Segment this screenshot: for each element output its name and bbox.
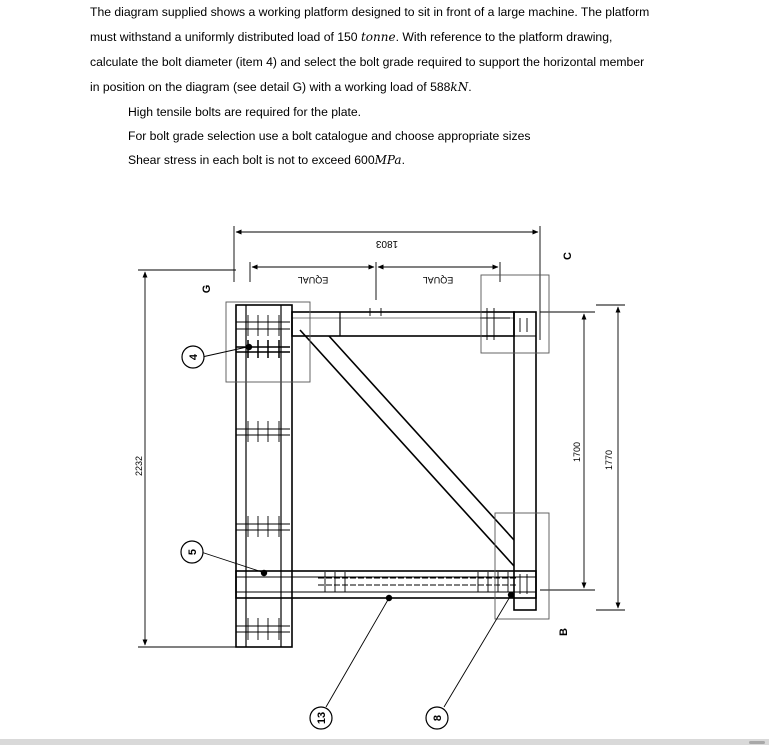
bolt-group-left (236, 315, 290, 640)
unit-mpa: MPa (374, 153, 402, 167)
detail-label-b: B (558, 628, 570, 636)
horizontal-scrollbar[interactable] (0, 739, 769, 745)
balloon-4-label: 4 (188, 353, 200, 361)
detail-label-c: C (562, 252, 574, 260)
right-column (514, 312, 536, 610)
dim-equal-right-label: EQUAL (422, 275, 454, 285)
balloon-4 (182, 346, 204, 368)
dim-1700-label: 1700 (572, 441, 582, 463)
balloon-13 (310, 707, 332, 729)
balloon-13-label: 13 (316, 711, 328, 725)
statement-line-2-a: must withstand a uniformly distributed load of 150 (90, 30, 361, 44)
dimension-1700 (540, 312, 595, 590)
leader-lines (201, 347, 511, 707)
note-bolt-catalogue: For bolt grade selection use a bolt catalogue and choose appropriate sizes (128, 129, 531, 143)
dim-1803-label: 1803 (375, 238, 399, 249)
dim-equal-left-label: EQUAL (297, 275, 329, 285)
balloon-8-label: 8 (432, 714, 444, 722)
detail-label-g: G (201, 284, 213, 294)
diagonal-brace (300, 330, 514, 566)
statement-line-2-b: . With reference to the platform drawing, (395, 30, 613, 44)
note-shear-stress-b: . (401, 153, 405, 167)
left-column (236, 305, 292, 647)
bolt-group-bottom (318, 572, 527, 594)
balloon-8 (426, 707, 448, 729)
statement-line-1: The diagram supplied shows a working platform designed to sit in front of a large machine. The platform (90, 5, 650, 19)
balloon-5-label: 5 (187, 548, 199, 556)
statement-line-4-b: . (468, 80, 472, 94)
balloon-5 (181, 541, 203, 563)
scrollbar-thumb[interactable] (749, 741, 765, 744)
dimension-2232 (138, 270, 236, 647)
statement-line-4-a: in position on the diagram (see detail G) with a working load of 588 (90, 80, 451, 94)
unit-tonne: tonne (360, 30, 396, 44)
note-shear-stress-a: Shear stress in each bolt is not to exceed 600 (128, 153, 375, 167)
note-high-tensile: High tensile bolts are required for the plate. (128, 105, 362, 119)
dimension-equal (250, 262, 500, 300)
statement-line-3: calculate the bolt diameter (item 4) and select the bolt grade required to support the horizontal member (90, 55, 645, 69)
unit-kn: kN (450, 80, 469, 94)
dim-1770-label: 1770 (604, 449, 614, 471)
dim-2232-label: 2232 (134, 455, 144, 477)
detail-box-c (481, 275, 549, 353)
